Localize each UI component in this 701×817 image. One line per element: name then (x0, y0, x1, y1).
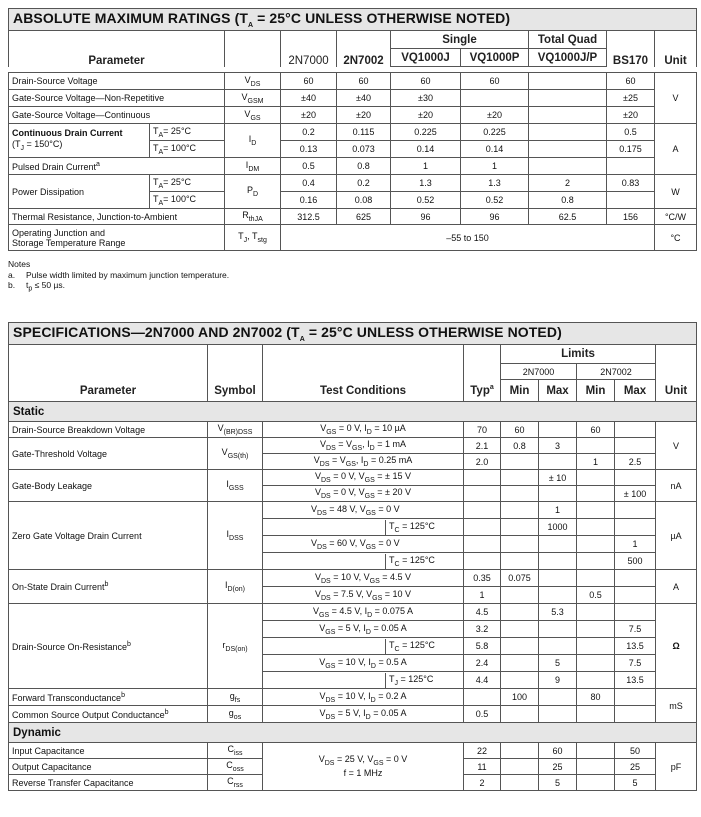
abs-row-vds: Drain-Source Voltage $V_{DS}$ 60 60 60 60 60 (9, 73, 697, 90)
abs-h-2n7000: 2N7000 (281, 31, 337, 67)
spec-row-rds-4: $V_{GS} = 10$ V, $I_D = 0.5$ A 2.4 5 7.5 (9, 655, 697, 672)
spec-h-test: Test Conditions (263, 345, 464, 402)
spec-row-rds-1: Drain-Source On-Resistance$^b$ $r_{DS(on)}$ $V_{GS} = 4.5$ V, $I_D = 0.075$ A 4.5 5.3 Ω (9, 604, 697, 621)
abs-row-pd-100: $T_A= 100^\circ C$ 0.16 0.08 0.52 0.52 0.8 (9, 192, 697, 209)
abs-h-spacer (225, 31, 281, 67)
spec-h-limits: Limits (501, 345, 656, 364)
spec-h-2n7000: 2N7000 (501, 364, 577, 380)
spec-section-dynamic: Dynamic (9, 723, 697, 743)
abs-h-vq1000jp: VQ1000J/P (529, 49, 607, 67)
spec-row-ciss: Input Capacitance $C_{iss}$ $V_{DS} = 25$ V, $V_{GS} = 0$ V f = 1 MHz 22 60 50 pF (9, 743, 697, 759)
abs-h-vq1000j: VQ1000J (391, 49, 461, 67)
spec-row-crss: Reverse Transfer Capacitance $C_{rss}$ 2 5 5 (9, 775, 697, 791)
spec-row-idss-2: $T_C = 125^\circ C$ 1000 (9, 519, 697, 536)
abs-row-vgsm: Gate-Source Voltage—Non-Repetitive $V_{GSM}$ ±40 ±40 ±30 ±25 V (9, 90, 697, 107)
spec-row-rds-3: $T_C = 125^\circ C$ 5.8 13.5 (9, 638, 697, 655)
spec-row-idss-1: Zero Gate Voltage Drain Current $I_{DSS}$ $V_{DS} = 48$ V, $V_{GS} = 0$ V 1 µA (9, 502, 697, 519)
abs-h-total-quad: Total Quad (529, 31, 607, 49)
abs-h-single: Single (391, 31, 529, 49)
abs-h-vq1000p: VQ1000P (461, 49, 529, 67)
abs-row-id-100: $T_A= 100^\circ C$ 0.13 0.073 0.14 0.14 0.175 (9, 141, 697, 158)
spec-row-idon-2: $V_{DS} = 7.5$ V, $V_{GS} = 10$ V 1 0.5 (9, 587, 697, 604)
abs-row-tj: Operating Junction and Storage Temperature Range $T_J$, $T_{stg}$ –55 to 150 °C (9, 225, 697, 251)
abs-title: ABSOLUTE MAXIMUM RATINGS ($T_A = 25^\circ C$ UNLESS OTHERWISE NOTED) (9, 9, 697, 31)
spec-row-vgsth-2: $V_{DS} = V_{GS}$, $I_D = 0.25$ mA 2.0 1 2.5 (9, 454, 697, 470)
absolute-max-ratings-table (8, 8, 697, 67)
spec-row-igss-1: Gate-Body Leakage $I_{GSS}$ $V_{DS} = 0$ V, $V_{GS}$ = ± 15 V ± 10 nA (9, 470, 697, 486)
abs-row-pd-25: Power Dissipation $T_A= 25^\circ C$ $P_D$ 0.4 0.2 1.3 1.3 2 0.83 W (9, 175, 697, 192)
abs-row-vgs: Gate-Source Voltage—Continuous $V_{GS}$ ±20 ±20 ±20 ±20 ±20 (9, 107, 697, 124)
spec-title: SPECIFICATIONS—2N7000 AND 2N7002 ($T_A = 25^\circ C$ UNLESS OTHERWISE NOTED) (9, 323, 697, 345)
spec-h-typ: Typ$^a$ (464, 345, 501, 402)
spec-h-max1: Max (539, 380, 577, 402)
abs-row-rth: Thermal Resistance, Junction-to-Ambient $R_{thJA}$ 312.5 625 96 96 62.5 156 °C/W (9, 209, 697, 225)
abs-h-parameter: Parameter (9, 31, 225, 67)
abs-h-2n7002: 2N7002 (337, 31, 391, 67)
spec-row-rds-5: $T_J = 125^\circ C$ 4.4 9 13.5 (9, 672, 697, 689)
spec-row-bvdss: Drain-Source Breakdown Voltage $V_{(BR)DSS}$ $V_{GS} = 0$ V, $I_D = 10$ µA 70 60 60 V (9, 422, 697, 438)
abs-h-bs170: BS170 (607, 31, 655, 67)
spec-row-coss: Output Capacitance $C_{oss}$ 11 25 25 (9, 759, 697, 775)
abs-row-id-25: Continuous Drain Current $(T_J = 150^\circ C)$ $T_A= 25^\circ C$ $I_D$ 0.2 0.115 0.225 0.225 0.5 A (9, 124, 697, 141)
absolute-max-ratings-body (8, 72, 697, 251)
spec-row-gfs: Forward Transconductance$^b$ $g_{fs}$ $V_{DS} = 10$ V, $I_D = 0.2$ A 100 80 mS (9, 689, 697, 706)
spec-h-symbol: Symbol (208, 345, 263, 402)
specifications-table (8, 322, 697, 791)
spec-row-idss-3: $V_{DS} = 60$ V, $V_{GS} = 0$ V 1 (9, 536, 697, 553)
spec-row-idon-1: On-State Drain Current$^b$ $I_{D(on)}$ $V_{DS} = 10$ V, $V_{GS} = 4.5$ V 0.35 0.075 A (9, 570, 697, 587)
spec-h-max2: Max (615, 380, 656, 402)
spec-row-igss-2: $V_{DS} = 0$ V, $V_{GS}$ = ± 20 V ± 100 (9, 486, 697, 502)
spec-row-idss-4: $T_C = 125^\circ C$ 500 (9, 553, 697, 570)
spec-row-rds-2: $V_{GS} = 5$ V, $I_D = 0.05$ A 3.2 7.5 (9, 621, 697, 638)
abs-h-unit: Unit (655, 31, 697, 67)
spec-section-static: Static (9, 402, 697, 422)
abs-row-idm: Pulsed Drain Current$^a$ $I_{DM}$ 0.5 0.8 1 1 (9, 158, 697, 175)
spec-h-2n7002: 2N7002 (577, 364, 656, 380)
spec-h-min2: Min (577, 380, 615, 402)
spec-row-gos: Common Source Output Conductance$^b$ $g_{os}$ $V_{DS} = 5$ V, $I_D = 0.05$ A 0.5 (9, 706, 697, 723)
notes: Notes a. Pulse width limited by maximum junction temperature. b. $t_p \le 50$ µs. (8, 259, 230, 293)
spec-h-parameter: Parameter (9, 345, 208, 402)
spec-row-vgsth-1: Gate-Threshold Voltage $V_{GS(th)}$ $V_{DS} = V_{GS}$, $I_D = 1$ mA 2.1 0.8 3 (9, 438, 697, 454)
spec-h-min1: Min (501, 380, 539, 402)
spec-h-unit: Unit (656, 345, 697, 402)
